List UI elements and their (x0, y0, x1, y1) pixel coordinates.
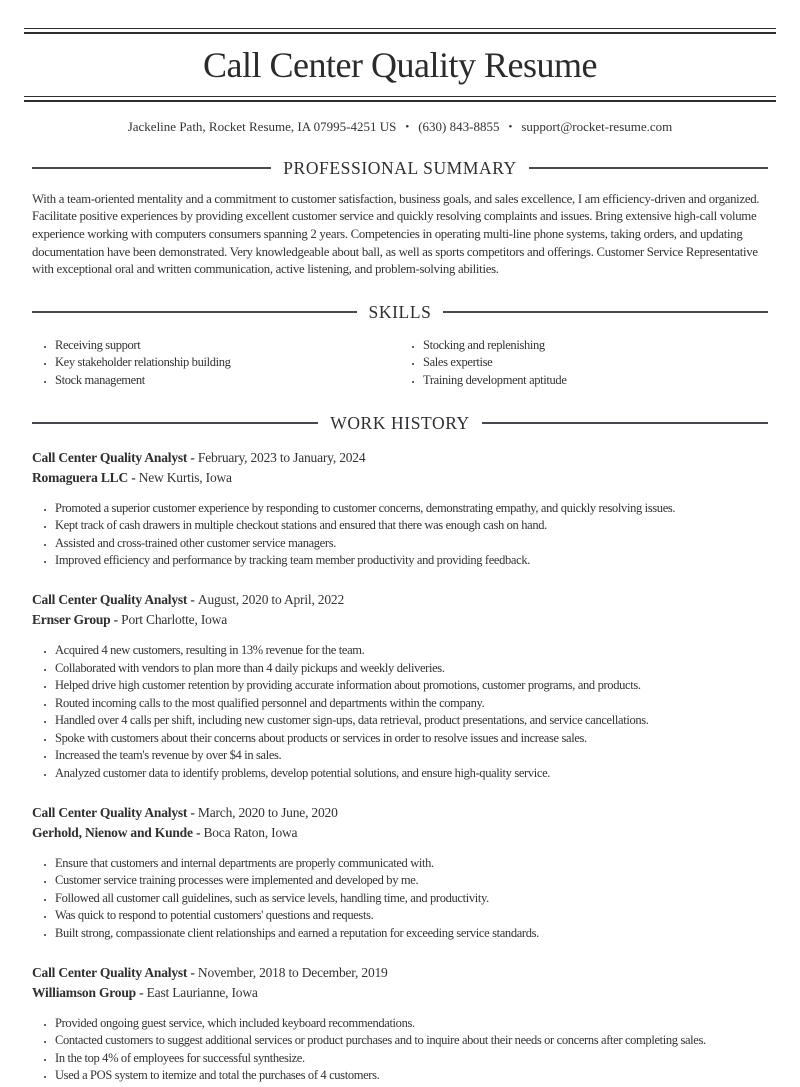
job-bullet: • Handled over 4 calls per shift, including new customer sign-ups, data retrieval, product presentations, and service cancellations. (55, 712, 768, 730)
job-bullet: • Provided ongoing guest service, which included keyboard recommendations. (55, 1015, 768, 1033)
job-bullet: • Contacted customers to suggest additional services or product purchases and to inquire about their needs or concerns after completing sales. (55, 1032, 768, 1050)
job-separator: - (110, 611, 122, 627)
job-separator: - (192, 824, 204, 840)
job-bullet-list (32, 1015, 768, 1085)
job-title: Call Center Quality Analyst (32, 964, 188, 980)
job-bullet: • Acquired 4 new customers, resulting in 13% revenue for the team. (55, 642, 768, 660)
skill-item: • Key stakeholder relationship building (55, 354, 400, 372)
job-entry (32, 590, 768, 783)
job-bullet: • Improved efficiency and performance by tracking team member productivity and providing feedback. (55, 552, 768, 570)
skill-item: • Sales expertise (423, 354, 768, 372)
job-location: Port Charlotte, Iowa (121, 611, 228, 627)
contact-email: support@rocket-resume.com (521, 118, 673, 134)
job-company: Gerhold, Nienow and Kunde (32, 824, 193, 840)
job-location: New Kurtis, Iowa (138, 469, 232, 485)
job-bullet: • Collaborated with vendors to plan more than 4 daily pickups and weekly deliveries. (55, 660, 768, 678)
job-title: Call Center Quality Analyst (32, 804, 188, 820)
job-location: Boca Raton, Iowa (203, 824, 298, 840)
section-heading-label: PROFESSIONAL SUMMARY (283, 157, 517, 178)
heading-rule-left (32, 311, 357, 313)
job-entry (32, 963, 768, 1085)
job-bullet-list (32, 500, 768, 570)
job-separator: - (187, 964, 198, 980)
job-company-line (32, 823, 768, 843)
resume-page (0, 28, 800, 1083)
job-company-line (32, 610, 768, 630)
summary-text: With a team-oriented mentality and a commitment to customer satisfaction, business goals, and sales excellence, I am efficiency-driven and organized. Facilitate positive experiences by providing excellent customer service and quickly resolving complaints and issues. Bring extensive high-call volume experience working with computers consumers spanning 2 years. Competencies in operating multi-line phone systems, taking orders, and updating documentation have been demonstrated. Very knowledgeable about ball, as well as sports competitors and offerings. Customer Service Representative with exceptional oral and written communication, active listening, and problem-solving abilities. (32, 191, 760, 277)
job-bullet: • Assisted and cross-trained other customer service managers. (55, 535, 768, 553)
job-bullet: • Increased the team's revenue by over $4 in sales. (55, 747, 768, 765)
job-entry (32, 448, 768, 570)
skill-item: • Training development aptitude (423, 372, 768, 390)
job-title-line (32, 803, 768, 823)
job-dates: August, 2020 to April, 2022 (197, 591, 344, 607)
job-bullet: • Kept track of cash drawers in multiple checkout stations and ensured that there was enough cash on hand. (55, 517, 768, 535)
job-company: Williamson Group (32, 984, 136, 1000)
resume-title: Call Center Quality Resume (203, 45, 597, 85)
heading-rule-left (32, 422, 318, 424)
contact-phone: (630) 843-8855 (418, 118, 500, 134)
job-bullet-list (32, 642, 768, 783)
job-company-line (32, 468, 768, 488)
job-bullet: • Built strong, compassionate client relationships and earned a reputation for exceeding service standards. (55, 925, 768, 943)
heading-rule-left (32, 167, 271, 169)
job-title: Call Center Quality Analyst (32, 591, 188, 607)
heading-rule-right (482, 422, 768, 424)
job-dates: March, 2020 to June, 2020 (197, 804, 338, 820)
job-company: Romaguera LLC (32, 469, 129, 485)
skill-item: • Stocking and replenishing (423, 337, 768, 355)
job-bullet: • Customer service training processes were implemented and developed by me. (55, 872, 768, 890)
job-separator: - (187, 804, 198, 820)
header-double-rule-top (24, 28, 776, 34)
job-bullet: • Routed incoming calls to the most qualified personnel and departments within the company. (55, 695, 768, 713)
job-bullet: • Promoted a superior customer experience by responding to customer concerns, demonstrating empathy, and quickly resolving issues. (55, 500, 768, 518)
job-separator: - (135, 984, 147, 1000)
job-bullet: • In the top 4% of employees for successful synthesize. (55, 1050, 768, 1068)
job-location: East Laurianne, Iowa (146, 984, 258, 1000)
section-heading-professional-summary (32, 158, 768, 179)
section-heading-skills (32, 302, 768, 323)
skills-list-left (32, 337, 400, 390)
heading-rule-right (529, 167, 768, 169)
job-entry (32, 803, 768, 943)
header-double-rule-bottom (24, 96, 776, 102)
skill-item: • Receiving support (55, 337, 400, 355)
job-bullet: • Spoke with customers about their concerns about products or services in order to resolve issues and increase sales. (55, 730, 768, 748)
job-bullet: • Followed all customer call guidelines, such as service levels, handling time, and productivity. (55, 890, 768, 908)
job-bullet: • Was quick to respond to potential customers' questions and requests. (55, 907, 768, 925)
contact-bullet-separator: • (508, 120, 513, 133)
job-title: Call Center Quality Analyst (32, 449, 188, 465)
contact-address: Jackeline Path, Rocket Resume, IA 07995-4251 US (127, 118, 397, 134)
job-company: Ernser Group (32, 611, 111, 627)
job-bullet: • Used a POS system to itemize and total the purchases of 4 customers. (55, 1067, 768, 1085)
job-dates: February, 2023 to January, 2024 (197, 449, 366, 465)
section-heading-label: WORK HISTORY (330, 412, 470, 433)
job-bullet: • Helped drive high customer retention by providing accurate information about promotions, customer programs, and products. (55, 677, 768, 695)
job-bullet: • Analyzed customer data to identify problems, develop potential solutions, and ensure high-quality service. (55, 765, 768, 783)
job-separator: - (187, 449, 198, 465)
skills-list-right (400, 337, 768, 390)
contact-line (0, 119, 800, 135)
job-company-line (32, 983, 768, 1003)
work-history-list (32, 448, 768, 1085)
job-bullet-list (32, 855, 768, 943)
job-separator: - (128, 469, 139, 485)
section-heading-work-history (32, 413, 768, 434)
job-title-line (32, 590, 768, 610)
job-title-line (32, 963, 768, 983)
section-heading-label: SKILLS (368, 301, 432, 322)
job-dates: November, 2018 to December, 2019 (197, 964, 388, 980)
contact-bullet-separator: • (405, 120, 410, 133)
heading-rule-right (443, 311, 768, 313)
skills-columns (32, 337, 768, 390)
skill-item: • Stock management (55, 372, 400, 390)
job-separator: - (187, 591, 198, 607)
job-bullet: • Ensure that customers and internal departments are properly communicated with. (55, 855, 768, 873)
job-title-line (32, 448, 768, 468)
